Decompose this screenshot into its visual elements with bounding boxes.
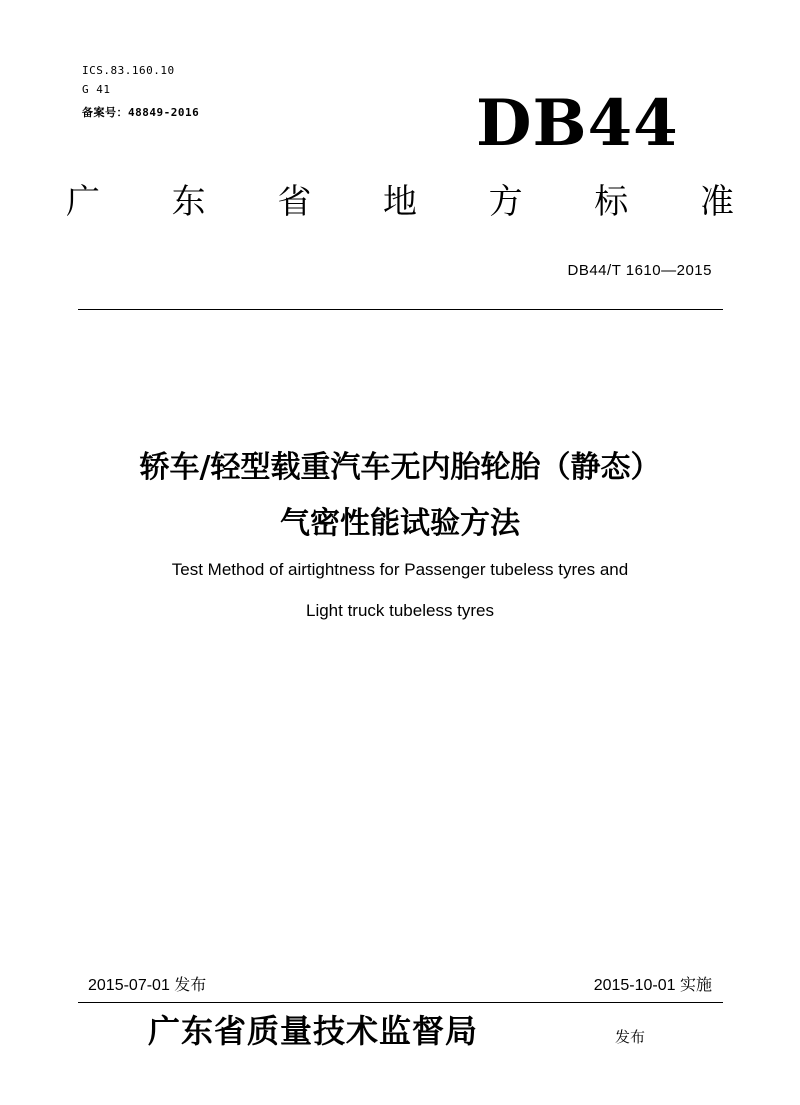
standard-type-char: 东 [171,182,206,222]
chinese-title-line-1: 轿车/轻型载重汽车无内胎轮胎（静态） [139,450,661,485]
publish-date: 2015-07-01 发布 [88,977,207,994]
english-title-line-2: Light truck tubeless tyres [305,601,495,620]
filing-number: 备案号：48849-2016 [82,106,200,119]
classification-code: G 41 [82,83,111,96]
implementation-date: 2015-10-01 实施 [593,977,712,994]
standard-type-char: 方 [488,182,523,222]
top-divider [78,309,723,310]
issuing-authority: 广东省质量技术监督局 [148,1012,479,1050]
issued-label: 发布 [615,1028,646,1046]
db44-logo: DB44 [476,86,679,161]
english-title-line-1: Test Method of airtightness for Passenger tubeless tyres and [171,560,629,579]
standard-type-char: 标 [594,182,629,222]
standard-type-char: 地 [382,182,417,222]
standard-type-char: 省 [277,182,312,222]
ics-code: ICS.83.160.10 [82,64,175,77]
standard-number: DB44/T 1610—2015 [567,262,712,279]
standard-type-char: 广 [66,182,100,222]
bottom-divider [78,1002,723,1003]
standard-type-char: 准 [699,182,734,222]
chinese-title-line-2: 气密性能试验方法 [280,506,520,541]
standard-type-heading [66,182,734,222]
